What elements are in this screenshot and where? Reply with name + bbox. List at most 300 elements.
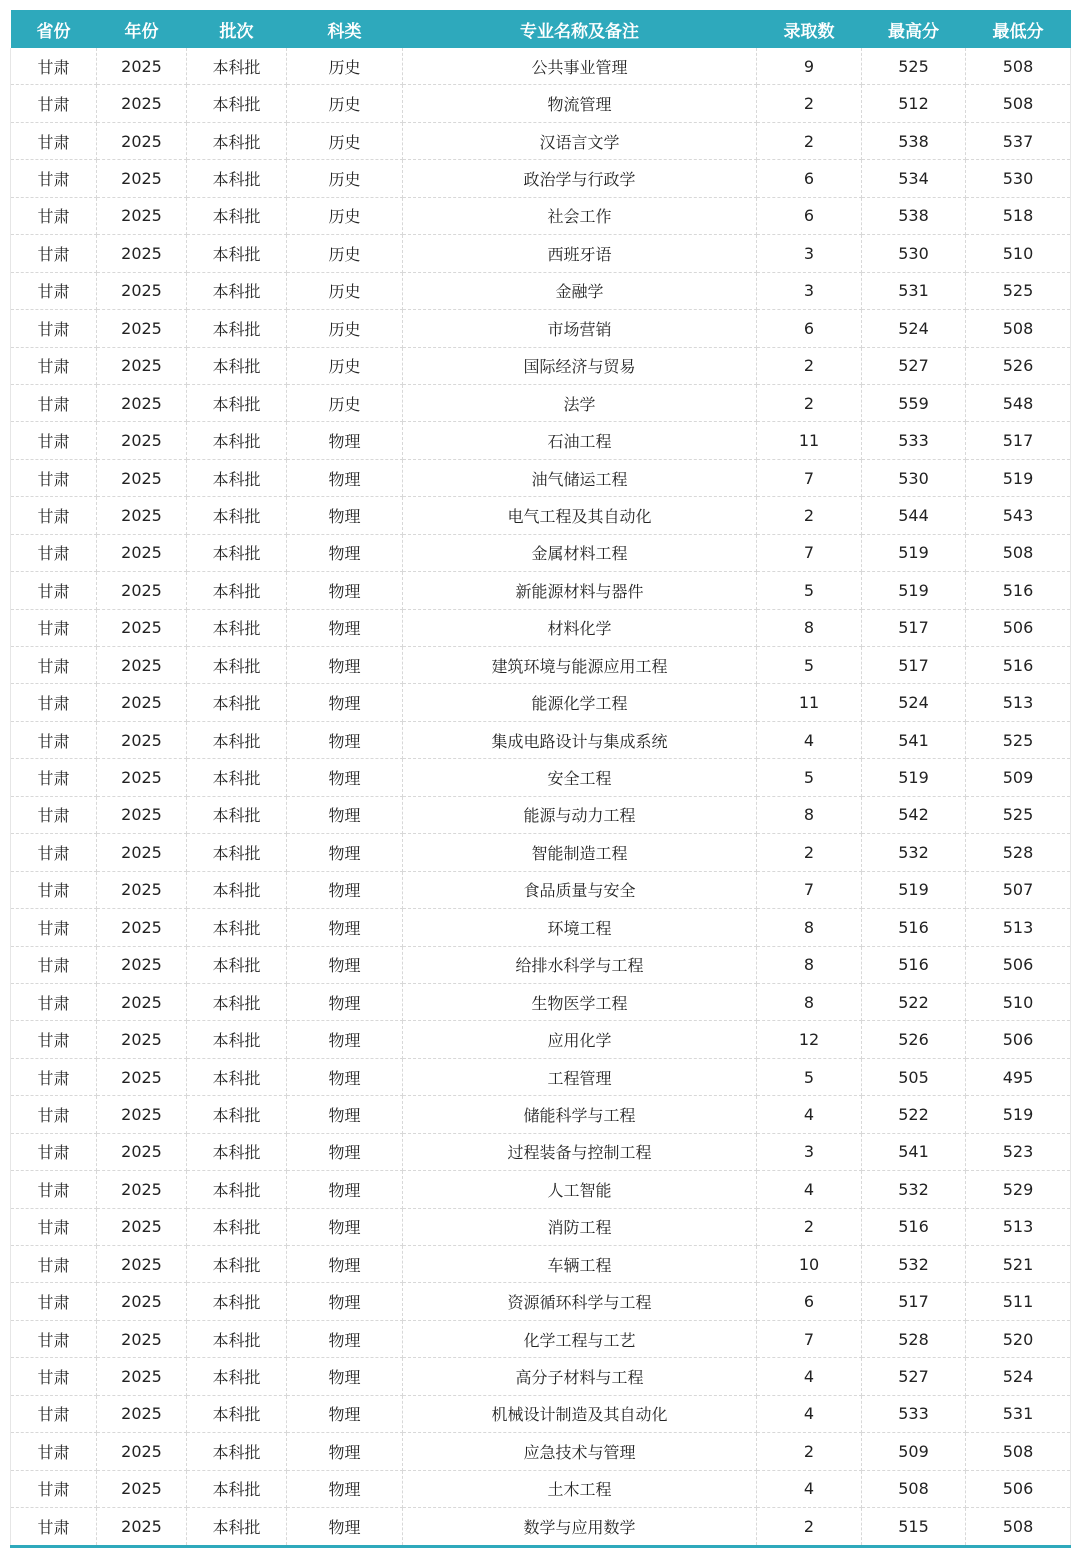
- table-row: [11, 684, 1071, 721]
- cell-batch: 本科批: [187, 160, 287, 197]
- cell-year: 2025: [97, 721, 187, 758]
- table-row: [11, 1358, 1071, 1395]
- cell-province: 甘肃: [11, 1096, 97, 1133]
- cell-max-score: 528: [862, 1320, 966, 1357]
- cell-batch: 本科批: [187, 1058, 287, 1095]
- cell-major: 法学: [403, 384, 757, 421]
- table-row: [11, 122, 1071, 159]
- cell-min-score: 525: [966, 272, 1071, 309]
- cell-province: 甘肃: [11, 1470, 97, 1507]
- cell-year: 2025: [97, 497, 187, 534]
- cell-subject: 物理: [287, 1508, 403, 1546]
- cell-min-score: 525: [966, 796, 1071, 833]
- table-row: [11, 1021, 1071, 1058]
- cell-admitted: 7: [757, 1320, 862, 1357]
- cell-province: 甘肃: [11, 572, 97, 609]
- cell-province: 甘肃: [11, 909, 97, 946]
- cell-max-score: 509: [862, 1433, 966, 1470]
- cell-min-score: 508: [966, 85, 1071, 122]
- cell-admitted: 3: [757, 272, 862, 309]
- cell-min-score: 519: [966, 459, 1071, 496]
- cell-province: 甘肃: [11, 1433, 97, 1470]
- cell-major: 智能制造工程: [403, 834, 757, 871]
- cell-province: 甘肃: [11, 946, 97, 983]
- cell-min-score: 510: [966, 235, 1071, 272]
- cell-max-score: 532: [862, 1171, 966, 1208]
- cell-year: 2025: [97, 122, 187, 159]
- cell-admitted: 4: [757, 721, 862, 758]
- cell-max-score: 542: [862, 796, 966, 833]
- cell-max-score: 516: [862, 1208, 966, 1245]
- cell-batch: 本科批: [187, 796, 287, 833]
- table-row: [11, 1283, 1071, 1320]
- cell-batch: 本科批: [187, 497, 287, 534]
- table-body: [11, 48, 1071, 1546]
- cell-admitted: 4: [757, 1358, 862, 1395]
- cell-subject: 物理: [287, 609, 403, 646]
- table-row: [11, 1171, 1071, 1208]
- cell-batch: 本科批: [187, 609, 287, 646]
- cell-major: 给排水科学与工程: [403, 946, 757, 983]
- cell-admitted: 2: [757, 122, 862, 159]
- cell-year: 2025: [97, 48, 187, 85]
- cell-batch: 本科批: [187, 534, 287, 571]
- cell-major: 汉语言文学: [403, 122, 757, 159]
- cell-min-score: 531: [966, 1395, 1071, 1432]
- cell-batch: 本科批: [187, 572, 287, 609]
- cell-major: 油气储运工程: [403, 459, 757, 496]
- cell-batch: 本科批: [187, 347, 287, 384]
- table-row: [11, 1058, 1071, 1095]
- cell-admitted: 2: [757, 834, 862, 871]
- cell-province: 甘肃: [11, 384, 97, 421]
- cell-batch: 本科批: [187, 122, 287, 159]
- cell-subject: 历史: [287, 310, 403, 347]
- cell-batch: 本科批: [187, 85, 287, 122]
- cell-subject: 物理: [287, 1021, 403, 1058]
- cell-subject: 物理: [287, 983, 403, 1020]
- cell-year: 2025: [97, 1133, 187, 1170]
- cell-max-score: 559: [862, 384, 966, 421]
- cell-min-score: 508: [966, 1508, 1071, 1546]
- cell-max-score: 519: [862, 572, 966, 609]
- cell-batch: 本科批: [187, 1320, 287, 1357]
- table-row: [11, 1395, 1071, 1432]
- cell-batch: 本科批: [187, 983, 287, 1020]
- cell-admitted: 4: [757, 1395, 862, 1432]
- cell-year: 2025: [97, 1171, 187, 1208]
- cell-year: 2025: [97, 983, 187, 1020]
- table-row: [11, 534, 1071, 571]
- cell-max-score: 505: [862, 1058, 966, 1095]
- cell-subject: 历史: [287, 160, 403, 197]
- cell-subject: 物理: [287, 834, 403, 871]
- cell-year: 2025: [97, 1508, 187, 1546]
- cell-major: 社会工作: [403, 197, 757, 234]
- table-row: [11, 1320, 1071, 1357]
- cell-min-score: 511: [966, 1283, 1071, 1320]
- table-header: [11, 10, 1071, 48]
- cell-major: 化学工程与工艺: [403, 1320, 757, 1357]
- cell-max-score: 508: [862, 1470, 966, 1507]
- cell-batch: 本科批: [187, 1133, 287, 1170]
- cell-year: 2025: [97, 422, 187, 459]
- table-row: [11, 647, 1071, 684]
- cell-year: 2025: [97, 1021, 187, 1058]
- cell-min-score: 506: [966, 609, 1071, 646]
- cell-major: 金属材料工程: [403, 534, 757, 571]
- cell-major: 政治学与行政学: [403, 160, 757, 197]
- cell-major: 生物医学工程: [403, 983, 757, 1020]
- cell-batch: 本科批: [187, 1433, 287, 1470]
- cell-batch: 本科批: [187, 721, 287, 758]
- cell-major: 高分子材料与工程: [403, 1358, 757, 1395]
- cell-max-score: 524: [862, 684, 966, 721]
- cell-batch: 本科批: [187, 384, 287, 421]
- cell-admitted: 3: [757, 235, 862, 272]
- cell-max-score: 531: [862, 272, 966, 309]
- cell-min-score: 516: [966, 647, 1071, 684]
- cell-admitted: 2: [757, 497, 862, 534]
- cell-year: 2025: [97, 1395, 187, 1432]
- table-row: [11, 983, 1071, 1020]
- cell-min-score: 507: [966, 871, 1071, 908]
- cell-year: 2025: [97, 1433, 187, 1470]
- cell-min-score: 509: [966, 759, 1071, 796]
- cell-max-score: 527: [862, 1358, 966, 1395]
- cell-max-score: 522: [862, 1096, 966, 1133]
- cell-year: 2025: [97, 796, 187, 833]
- cell-admitted: 7: [757, 871, 862, 908]
- cell-admitted: 4: [757, 1171, 862, 1208]
- cell-batch: 本科批: [187, 235, 287, 272]
- cell-year: 2025: [97, 235, 187, 272]
- cell-province: 甘肃: [11, 1508, 97, 1546]
- cell-max-score: 532: [862, 1246, 966, 1283]
- cell-min-score: 508: [966, 310, 1071, 347]
- table-row: [11, 1208, 1071, 1245]
- cell-year: 2025: [97, 572, 187, 609]
- cell-admitted: 5: [757, 1058, 862, 1095]
- cell-province: 甘肃: [11, 684, 97, 721]
- cell-year: 2025: [97, 684, 187, 721]
- cell-max-score: 541: [862, 1133, 966, 1170]
- table-row: [11, 1246, 1071, 1283]
- cell-province: 甘肃: [11, 422, 97, 459]
- table-row: [11, 1133, 1071, 1170]
- cell-batch: 本科批: [187, 1395, 287, 1432]
- cell-max-score: 519: [862, 871, 966, 908]
- cell-admitted: 4: [757, 1470, 862, 1507]
- table-row: [11, 871, 1071, 908]
- cell-subject: 历史: [287, 384, 403, 421]
- cell-province: 甘肃: [11, 1171, 97, 1208]
- cell-admitted: 9: [757, 48, 862, 85]
- cell-admitted: 3: [757, 1133, 862, 1170]
- cell-province: 甘肃: [11, 497, 97, 534]
- cell-subject: 物理: [287, 647, 403, 684]
- cell-subject: 物理: [287, 909, 403, 946]
- table-row: [11, 1508, 1071, 1546]
- cell-max-score: 532: [862, 834, 966, 871]
- cell-major: 储能科学与工程: [403, 1096, 757, 1133]
- cell-min-score: 525: [966, 721, 1071, 758]
- cell-max-score: 541: [862, 721, 966, 758]
- cell-subject: 物理: [287, 459, 403, 496]
- cell-min-score: 528: [966, 834, 1071, 871]
- cell-province: 甘肃: [11, 1358, 97, 1395]
- cell-year: 2025: [97, 871, 187, 908]
- cell-subject: 物理: [287, 497, 403, 534]
- cell-major: 电气工程及其自动化: [403, 497, 757, 534]
- cell-subject: 物理: [287, 1320, 403, 1357]
- cell-min-score: 518: [966, 197, 1071, 234]
- cell-max-score: 517: [862, 1283, 966, 1320]
- cell-batch: 本科批: [187, 834, 287, 871]
- cell-admitted: 6: [757, 310, 862, 347]
- cell-major: 能源与动力工程: [403, 796, 757, 833]
- cell-max-score: 515: [862, 1508, 966, 1546]
- cell-province: 甘肃: [11, 609, 97, 646]
- cell-year: 2025: [97, 1320, 187, 1357]
- cell-admitted: 11: [757, 684, 862, 721]
- cell-major: 机械设计制造及其自动化: [403, 1395, 757, 1432]
- cell-year: 2025: [97, 310, 187, 347]
- cell-year: 2025: [97, 160, 187, 197]
- cell-batch: 本科批: [187, 1283, 287, 1320]
- cell-min-score: 508: [966, 1433, 1071, 1470]
- table-row: [11, 197, 1071, 234]
- cell-subject: 物理: [287, 1208, 403, 1245]
- cell-min-score: 513: [966, 909, 1071, 946]
- cell-subject: 物理: [287, 946, 403, 983]
- cell-max-score: 516: [862, 909, 966, 946]
- cell-max-score: 527: [862, 347, 966, 384]
- cell-min-score: 508: [966, 48, 1071, 85]
- cell-year: 2025: [97, 946, 187, 983]
- cell-admitted: 12: [757, 1021, 862, 1058]
- cell-max-score: 524: [862, 310, 966, 347]
- cell-year: 2025: [97, 384, 187, 421]
- cell-admitted: 11: [757, 422, 862, 459]
- cell-max-score: 538: [862, 122, 966, 159]
- cell-year: 2025: [97, 1208, 187, 1245]
- cell-batch: 本科批: [187, 909, 287, 946]
- cell-major: 人工智能: [403, 1171, 757, 1208]
- admission-table-container: [10, 10, 1070, 1548]
- cell-subject: 物理: [287, 1358, 403, 1395]
- cell-major: 环境工程: [403, 909, 757, 946]
- cell-subject: 历史: [287, 235, 403, 272]
- cell-min-score: 506: [966, 1021, 1071, 1058]
- cell-year: 2025: [97, 834, 187, 871]
- cell-min-score: 548: [966, 384, 1071, 421]
- cell-year: 2025: [97, 85, 187, 122]
- cell-batch: 本科批: [187, 871, 287, 908]
- cell-subject: 物理: [287, 1171, 403, 1208]
- header-province: 省份: [11, 10, 97, 48]
- cell-major: 工程管理: [403, 1058, 757, 1095]
- cell-major: 物流管理: [403, 85, 757, 122]
- cell-major: 资源循环科学与工程: [403, 1283, 757, 1320]
- cell-admitted: 6: [757, 1283, 862, 1320]
- cell-batch: 本科批: [187, 1021, 287, 1058]
- cell-province: 甘肃: [11, 1208, 97, 1245]
- cell-admitted: 2: [757, 85, 862, 122]
- cell-batch: 本科批: [187, 684, 287, 721]
- cell-subject: 物理: [287, 1246, 403, 1283]
- cell-subject: 历史: [287, 197, 403, 234]
- cell-subject: 物理: [287, 871, 403, 908]
- cell-province: 甘肃: [11, 48, 97, 85]
- cell-min-score: 526: [966, 347, 1071, 384]
- cell-min-score: 523: [966, 1133, 1071, 1170]
- cell-max-score: 530: [862, 459, 966, 496]
- cell-batch: 本科批: [187, 759, 287, 796]
- table-row: [11, 721, 1071, 758]
- cell-subject: 物理: [287, 796, 403, 833]
- cell-admitted: 10: [757, 1246, 862, 1283]
- cell-major: 土木工程: [403, 1470, 757, 1507]
- table-row: [11, 85, 1071, 122]
- table-row: [11, 909, 1071, 946]
- cell-subject: 物理: [287, 1133, 403, 1170]
- cell-admitted: 5: [757, 759, 862, 796]
- cell-major: 过程装备与控制工程: [403, 1133, 757, 1170]
- table-row: [11, 572, 1071, 609]
- cell-batch: 本科批: [187, 1208, 287, 1245]
- cell-major: 应用化学: [403, 1021, 757, 1058]
- cell-min-score: 516: [966, 572, 1071, 609]
- cell-admitted: 2: [757, 1508, 862, 1546]
- cell-province: 甘肃: [11, 1246, 97, 1283]
- cell-batch: 本科批: [187, 197, 287, 234]
- cell-max-score: 525: [862, 48, 966, 85]
- cell-subject: 物理: [287, 534, 403, 571]
- cell-major: 材料化学: [403, 609, 757, 646]
- cell-subject: 物理: [287, 1470, 403, 1507]
- cell-admitted: 5: [757, 572, 862, 609]
- cell-major: 西班牙语: [403, 235, 757, 272]
- cell-max-score: 517: [862, 609, 966, 646]
- cell-max-score: 538: [862, 197, 966, 234]
- cell-major: 车辆工程: [403, 1246, 757, 1283]
- table-row: [11, 459, 1071, 496]
- cell-max-score: 519: [862, 759, 966, 796]
- cell-admitted: 2: [757, 347, 862, 384]
- cell-major: 消防工程: [403, 1208, 757, 1245]
- table-row: [11, 834, 1071, 871]
- cell-max-score: 516: [862, 946, 966, 983]
- cell-province: 甘肃: [11, 160, 97, 197]
- cell-max-score: 544: [862, 497, 966, 534]
- cell-min-score: 513: [966, 684, 1071, 721]
- cell-batch: 本科批: [187, 946, 287, 983]
- table-row: [11, 347, 1071, 384]
- cell-province: 甘肃: [11, 347, 97, 384]
- cell-year: 2025: [97, 609, 187, 646]
- table-row: [11, 609, 1071, 646]
- cell-subject: 历史: [287, 272, 403, 309]
- table-row: [11, 1470, 1071, 1507]
- cell-year: 2025: [97, 272, 187, 309]
- table-row: [11, 235, 1071, 272]
- header-row: [11, 10, 1071, 48]
- cell-batch: 本科批: [187, 1246, 287, 1283]
- cell-min-score: 506: [966, 1470, 1071, 1507]
- cell-subject: 物理: [287, 684, 403, 721]
- cell-min-score: 537: [966, 122, 1071, 159]
- cell-max-score: 533: [862, 422, 966, 459]
- cell-subject: 物理: [287, 721, 403, 758]
- cell-province: 甘肃: [11, 1021, 97, 1058]
- admission-table: [10, 10, 1071, 1548]
- cell-province: 甘肃: [11, 834, 97, 871]
- cell-province: 甘肃: [11, 310, 97, 347]
- cell-year: 2025: [97, 534, 187, 571]
- cell-subject: 物理: [287, 1058, 403, 1095]
- cell-province: 甘肃: [11, 983, 97, 1020]
- cell-min-score: 521: [966, 1246, 1071, 1283]
- table-row: [11, 310, 1071, 347]
- header-max-score: 最高分: [862, 10, 966, 48]
- cell-batch: 本科批: [187, 48, 287, 85]
- cell-province: 甘肃: [11, 122, 97, 159]
- cell-batch: 本科批: [187, 422, 287, 459]
- cell-batch: 本科批: [187, 272, 287, 309]
- cell-province: 甘肃: [11, 1058, 97, 1095]
- cell-batch: 本科批: [187, 1358, 287, 1395]
- cell-batch: 本科批: [187, 1171, 287, 1208]
- cell-major: 食品质量与安全: [403, 871, 757, 908]
- cell-province: 甘肃: [11, 1133, 97, 1170]
- cell-max-score: 534: [862, 160, 966, 197]
- table-row: [11, 946, 1071, 983]
- cell-year: 2025: [97, 459, 187, 496]
- cell-admitted: 4: [757, 1096, 862, 1133]
- cell-min-score: 513: [966, 1208, 1071, 1245]
- table-row: [11, 384, 1071, 421]
- cell-province: 甘肃: [11, 534, 97, 571]
- cell-province: 甘肃: [11, 235, 97, 272]
- cell-province: 甘肃: [11, 459, 97, 496]
- table-row: [11, 759, 1071, 796]
- header-batch: 批次: [187, 10, 287, 48]
- cell-subject: 物理: [287, 422, 403, 459]
- cell-province: 甘肃: [11, 647, 97, 684]
- cell-year: 2025: [97, 1470, 187, 1507]
- cell-max-score: 522: [862, 983, 966, 1020]
- cell-province: 甘肃: [11, 871, 97, 908]
- cell-min-score: 506: [966, 946, 1071, 983]
- cell-admitted: 6: [757, 160, 862, 197]
- cell-year: 2025: [97, 1283, 187, 1320]
- table-row: [11, 497, 1071, 534]
- table-row: [11, 272, 1071, 309]
- cell-major: 集成电路设计与集成系统: [403, 721, 757, 758]
- cell-year: 2025: [97, 759, 187, 796]
- header-admitted: 录取数: [757, 10, 862, 48]
- cell-province: 甘肃: [11, 1395, 97, 1432]
- cell-year: 2025: [97, 197, 187, 234]
- cell-min-score: 520: [966, 1320, 1071, 1357]
- cell-major: 安全工程: [403, 759, 757, 796]
- cell-province: 甘肃: [11, 272, 97, 309]
- cell-major: 建筑环境与能源应用工程: [403, 647, 757, 684]
- header-min-score: 最低分: [966, 10, 1071, 48]
- cell-subject: 物理: [287, 1433, 403, 1470]
- table-row: [11, 1096, 1071, 1133]
